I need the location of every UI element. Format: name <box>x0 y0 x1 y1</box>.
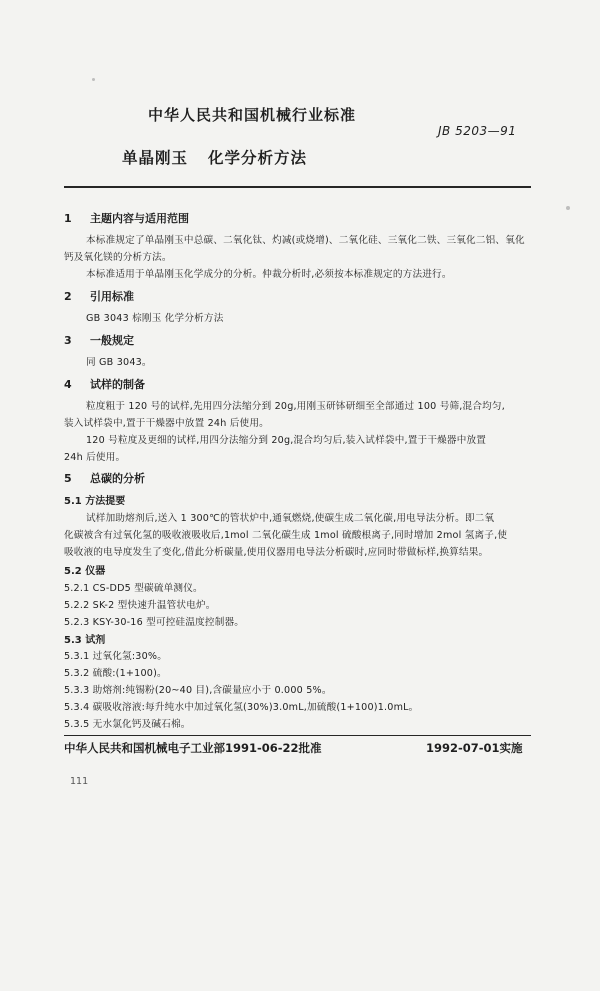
approval-line: 中华人民共和国机械电子工业部1991-06-22批准 <box>64 741 322 755</box>
paragraph-line: 吸收液的电导度发生了变化,借此分析碳量,使用仪器用电导法分析碳时,应同时带做标样,换算结果。 <box>64 547 489 558</box>
clause-5-3-4: 5.3.4 碳吸收溶液:每升纯水中加过氧化氢(30%)3.0mL,加硫酸(1+100)1.0mL。 <box>64 702 419 713</box>
implementation-date: 1992-07-01实施 <box>426 741 523 755</box>
subsection-5-3-heading: 5.3 试剂 <box>64 635 106 646</box>
section-1-heading <box>64 210 189 226</box>
subsection-5-2-heading: 5.2 仪器 <box>64 566 106 577</box>
clause-5-2-2: 5.2.2 SK-2 型快速升温管状电炉。 <box>64 600 216 611</box>
paragraph-line: 试样加助熔剂后,送入 1 300℃的管状炉中,通氧燃烧,使碳生成二氧化碳,用电导法分析。即二氧 <box>86 513 495 524</box>
section-title: 引用标准 <box>90 290 134 303</box>
section-4-heading <box>64 376 145 392</box>
document-title <box>122 146 307 168</box>
referenced-standard: GB 3043 棕刚玉 化学分析方法 <box>86 313 224 324</box>
paragraph-line: 钙及氧化镁的分析方法。 <box>64 252 172 263</box>
footer-rule <box>64 735 531 736</box>
subsection-5-1-heading: 5.1 方法提要 <box>64 496 126 507</box>
paragraph-line: 粒度粗于 120 号的试样,先用四分法缩分到 20g,用刚玉研钵研细至全部通过 100 号筛,混合均匀, <box>86 401 505 412</box>
scan-speck <box>92 78 95 81</box>
issuing-organization: 中华人民共和国机械行业标准 <box>148 106 357 124</box>
section-title: 试样的制备 <box>90 378 145 391</box>
page-number: 111 <box>70 776 89 787</box>
section-title: 总碳的分析 <box>90 472 145 485</box>
paragraph-line: 装入试样袋中,置于干燥器中放置 24h 后使用。 <box>64 418 269 429</box>
clause-5-3-3: 5.3.3 助熔剂:纯锡粉(20~40 目),含碳量应小于 0.000 5%。 <box>64 685 332 696</box>
paragraph-line: 本标准适用于单晶刚玉化学成分的分析。仲裁分析时,必须按本标准规定的方法进行。 <box>86 269 452 280</box>
paragraph-line: 同 GB 3043。 <box>86 357 152 368</box>
section-number: 3 <box>64 334 72 347</box>
paragraph-line: 24h 后使用。 <box>64 452 126 463</box>
section-number: 5 <box>64 472 72 485</box>
title-part-1: 单晶刚玉 <box>122 149 189 167</box>
clause-5-3-2: 5.3.2 硫酸:(1+100)。 <box>64 668 167 679</box>
clause-5-3-1: 5.3.1 过氧化氢:30%。 <box>64 651 167 662</box>
section-number: 1 <box>64 212 72 225</box>
section-title: 一般规定 <box>90 334 134 347</box>
clause-5-3-5: 5.3.5 无水氯化钙及碱石棉。 <box>64 719 191 730</box>
standard-code: JB 5203—91 <box>438 124 517 138</box>
paragraph-line: 120 号粒度及更细的试样,用四分法缩分到 20g,混合均匀后,装入试样袋中,置于干燥器中放置 <box>86 435 487 446</box>
title-part-2: 化学分析方法 <box>208 149 308 167</box>
clause-5-2-1: 5.2.1 CS-DD5 型碳硫单测仪。 <box>64 583 203 594</box>
section-title: 主题内容与适用范围 <box>90 212 189 225</box>
scan-speck <box>566 206 570 210</box>
section-number: 4 <box>64 378 72 391</box>
section-number: 2 <box>64 290 72 303</box>
section-3-heading <box>64 332 134 348</box>
header-rule <box>64 186 531 188</box>
clause-5-2-3: 5.2.3 KSY-30-16 型可控硅温度控制器。 <box>64 617 245 628</box>
paragraph-line: 本标准规定了单晶刚玉中总碳、二氧化钛、灼减(或烧增)、二氧化硅、三氧化二铁、三氧化二铝、氧化 <box>86 235 525 246</box>
section-2-heading <box>64 288 134 304</box>
paragraph-line: 化碳被含有过氧化氢的吸收液吸收后,1mol 二氧化碳生成 1mol 硫酸根离子,同时增加 2mol 氢离子,使 <box>64 530 508 541</box>
section-5-heading <box>64 470 145 486</box>
